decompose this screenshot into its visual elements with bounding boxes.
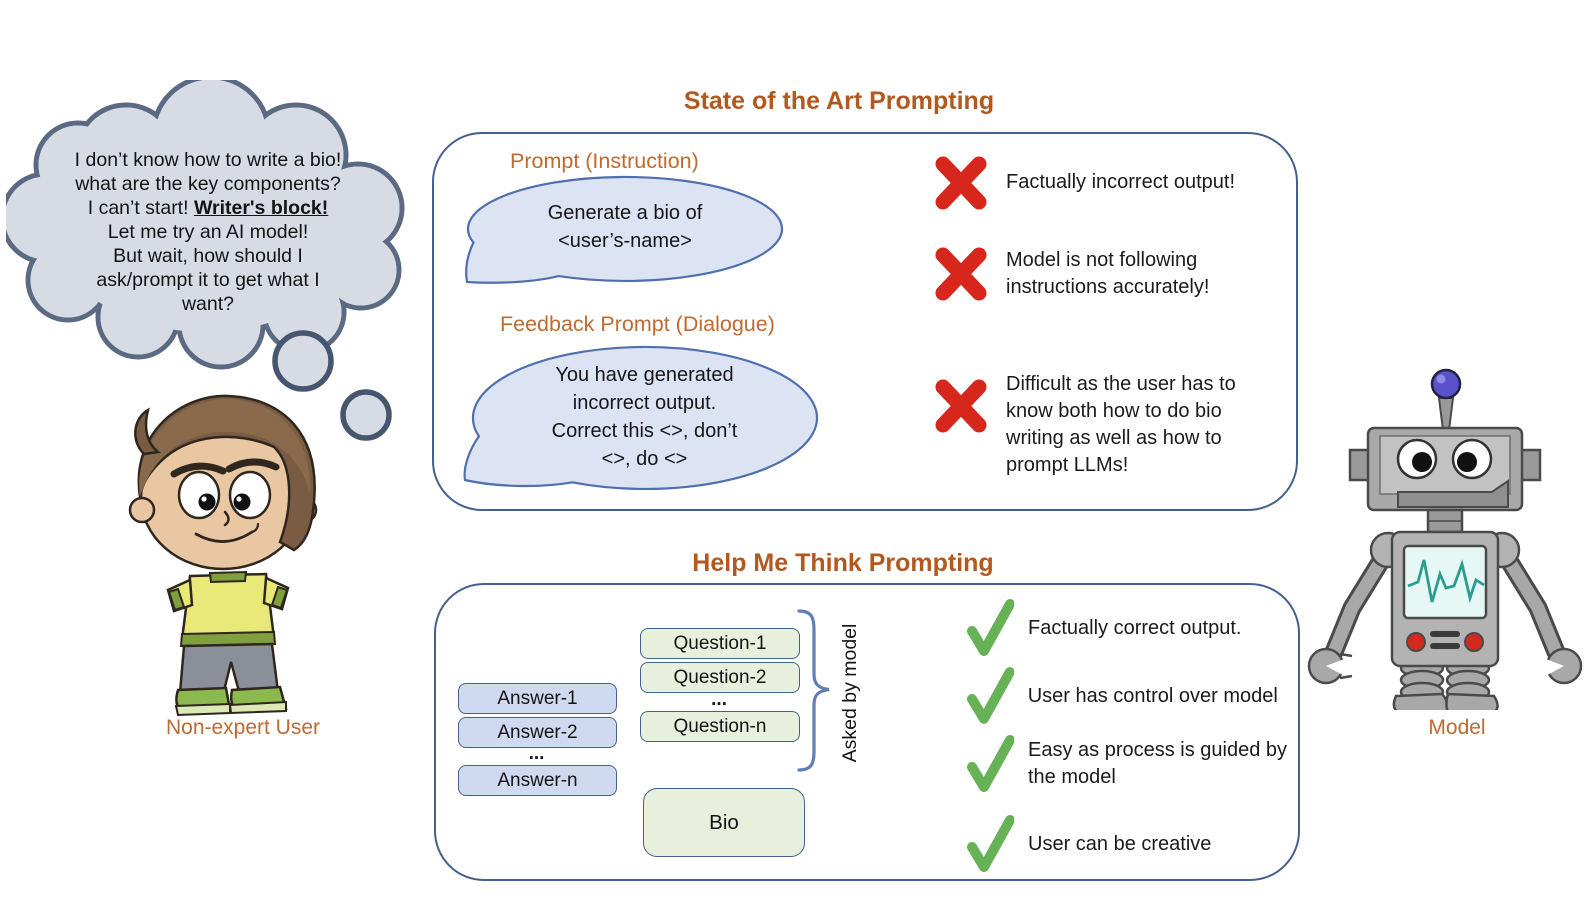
non-expert-user-illustration	[128, 392, 358, 722]
answers-ellipsis: ...	[528, 743, 545, 764]
answer-box: Answer-2	[458, 717, 617, 748]
answer-box: Answer-1	[458, 683, 617, 714]
green-check-icon	[966, 598, 1014, 658]
question-box: Question-n	[640, 711, 800, 742]
pro-text: Factually correct output.	[1028, 616, 1242, 639]
thought-bubble-text	[28, 148, 388, 316]
thought-line: But wait, how should I	[113, 245, 303, 267]
sota-section-title: State of the Art Prompting	[683, 87, 995, 115]
bio-box: Bio	[643, 788, 805, 857]
red-cross-icon	[932, 152, 990, 214]
thought-line: I don’t know how to write a bio!	[74, 149, 342, 171]
con-text: Model is not following instructions accurately!	[1006, 248, 1210, 298]
pro-text: Easy as process is guided by the model	[1028, 739, 1288, 788]
thought-trail-circle-large	[275, 333, 331, 389]
prompt-bubble-text: Generate a bio of <user’s-name>	[547, 202, 703, 252]
question-box: Question-1	[640, 628, 800, 659]
con-row	[932, 152, 1292, 214]
con-row	[932, 243, 1292, 305]
thought-line: Let me try an AI model!	[107, 221, 309, 243]
prompt-instruction-label: Prompt (Instruction)	[510, 149, 699, 173]
red-cross-icon	[932, 243, 990, 305]
hmt-section-title: Help Me Think Prompting	[692, 549, 994, 577]
feedback-bubble-text: You have generated incorrect output. Correct this <>, don’t <>, do <>	[551, 364, 738, 470]
model-label: Model	[1428, 716, 1486, 739]
writers-block-emphasis: Writer's block!	[193, 197, 329, 219]
thought-line: ask/prompt it to get what I	[96, 269, 320, 291]
pro-text: User can be creative	[1028, 832, 1212, 855]
thought-line: what are the key components?	[75, 173, 341, 195]
model-robot-illustration	[1300, 358, 1590, 710]
asked-by-model-brace	[796, 608, 834, 774]
asked-by-model-label: Asked by model	[839, 623, 861, 763]
pro-row	[966, 734, 1296, 794]
red-cross-icon	[932, 375, 990, 437]
pro-row	[966, 814, 1296, 874]
non-expert-user-label: Non-expert User	[165, 716, 321, 739]
question-box: Question-2	[640, 662, 800, 693]
thought-line-writers-block: I can’t start! Writer's block!	[87, 197, 329, 219]
pro-row	[966, 666, 1296, 726]
green-check-icon	[966, 666, 1014, 726]
thought-line: want?	[181, 293, 235, 315]
answer-box: Answer-n	[458, 765, 617, 796]
pro-text: User has control over model	[1027, 684, 1278, 707]
green-check-icon	[966, 814, 1014, 874]
con-text: Difficult as the user has to know both how to do bio writing as well as how to prompt LLMs!	[1006, 373, 1236, 476]
con-text: Factually incorrect output!	[1006, 171, 1235, 194]
questions-ellipsis: ...	[711, 689, 727, 710]
con-row	[932, 371, 1292, 479]
pro-row	[966, 598, 1296, 658]
feedback-prompt-label: Feedback Prompt (Dialogue)	[500, 312, 775, 336]
green-check-icon	[966, 734, 1014, 794]
